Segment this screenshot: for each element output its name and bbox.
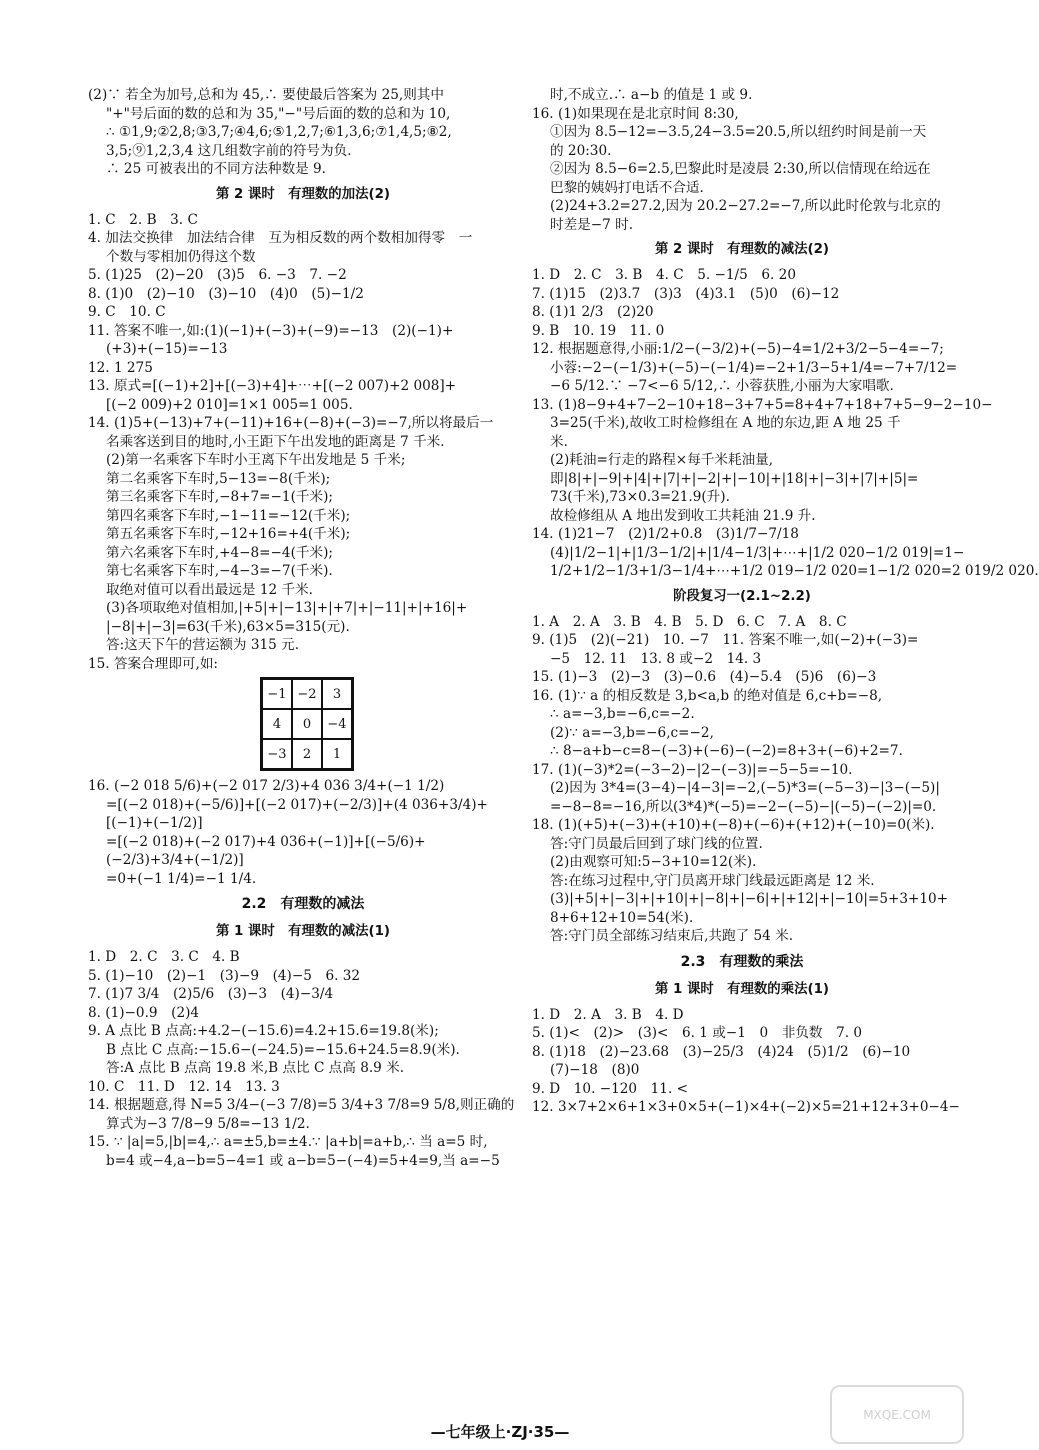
answer-line: (2)耗油=行走的路程×每千米耗油量, bbox=[550, 452, 774, 468]
answer-line: (−2/3)+3/4+(−1/2)] bbox=[106, 852, 244, 868]
answer-line: 答:在练习过程中,守门员离开球门线最远距离是 12 米. bbox=[550, 872, 875, 889]
answer-line: 9. A 点比 B 点高:+4.2−(−15.6)=4.2+15.6=19.8(米); bbox=[88, 1023, 439, 1039]
answer-line: (2)∵ a=−3,b=−6,c=−2, bbox=[550, 724, 714, 741]
answer-line: 第六名乘客下车时,+4−8=−4(千米); bbox=[106, 544, 333, 561]
answer-line: ∴ ①1,9;②2,8;③3,7;④4,6;⑤1,2,7;⑥1,3,6;⑦1,4,5;⑧2, bbox=[106, 124, 452, 140]
answer-line: 小蓉:−2−(−1/3)+(−5)−(−1/4)=−2+1/3−5+1/4=−7+7/12= bbox=[550, 359, 958, 376]
section-heading: 2.3 有理数的乘法 bbox=[680, 953, 804, 970]
answer-line: (+3)+(−15)=−13 bbox=[106, 341, 228, 357]
answer-line: |−8|+|−3|=63(千米),63×5=315(元). bbox=[106, 618, 350, 635]
answer-line: =[(−2 018)+(−5/6)]+[(−2 017)+(−2/3)]+(4 036+3/4)+ bbox=[106, 796, 488, 813]
answer-line: 答:A 点比 B 点高 19.8 米,B 点比 C 点高 8.9 米. bbox=[106, 1060, 405, 1076]
answer-line: 算式为−3 7/8−9 5/8=−13 1/2. bbox=[106, 1115, 310, 1132]
answer-line: 9. D 10. −120 11. < bbox=[532, 1080, 688, 1097]
answer-line: 9. B 10. 19 11. 0 bbox=[532, 322, 665, 339]
answer-line: (7)−18 (8)0 bbox=[550, 1062, 640, 1078]
answer-line: 1. C 2. B 3. C bbox=[88, 211, 198, 228]
answer-line: −6 5/12.∵ −7<−6 5/12,∴ 小蓉获胜,小丽为大家唱歌. bbox=[550, 378, 894, 394]
answer-line: 名乘客送到目的地时,小王距下午出发地的距离是 7 千米. bbox=[106, 433, 445, 450]
answer-line: 16. (1)如果现在是北京时间 8:30, bbox=[532, 105, 739, 122]
answer-line: 1. D 2. C 3. C 4. B bbox=[88, 949, 240, 965]
answer-line: 15. ∵ |a|=5,|b|=4,∴ a=±5,b=±4.∵ |a+b|=a+b,∴ 当 a=5 时, bbox=[88, 1134, 488, 1150]
section-heading: 2.2 有理数的减法 bbox=[241, 896, 365, 912]
answer-line: 第二名乘客下车时,5−13=−8(千米); bbox=[106, 470, 331, 487]
answer-line: =[(−2 018)+(−2 017)+4 036+(−1)]+[(−5/6)+ bbox=[106, 833, 426, 850]
grid-cell: 3 bbox=[322, 679, 352, 709]
answer-line: 11. 答案不唯一,如:(1)(−1)+(−3)+(−9)=−13 (2)(−1)+ bbox=[88, 322, 454, 339]
answer-line: 1. D 2. A 3. B 4. D bbox=[532, 1006, 684, 1023]
watermark-logo: MXQE.COM bbox=[830, 1385, 964, 1444]
answer-line: 14. 根据题意,得 N=5 3/4−(−3 7/8)=5 3/4+3 7/8=9 5/8,则正确的 bbox=[88, 1097, 515, 1113]
answer-line: 8. (1)18 (2)−23.68 (3)−25/3 (4)24 (5)1/2 (6)−10 bbox=[532, 1043, 911, 1060]
answer-line: 10. C 11. D 12. 14 13. 3 bbox=[88, 1078, 280, 1095]
answer-line: 即|8|+|−9|+|4|+|7|+|−2|+|−10|+|18|+|−3|+|7|+|5|= bbox=[550, 470, 919, 487]
answer-line: (2)因为 3*4=(3−4)−|4−3|=−2,(−5)*3=(−5−3)−|3−(−5)| bbox=[550, 780, 940, 796]
answer-line: 9. C 10. C bbox=[88, 304, 166, 320]
answer-line: ②因为 8.5−6=2.5,巴黎此时是凌晨 2:30,所以信情现在给远在 bbox=[550, 161, 931, 177]
answer-line: =−8−8=−16,所以(3*4)*(−5)=−2−(−5)−|(−5)−(−2)|=0. bbox=[550, 798, 937, 815]
answer-line: 个数与零相加仍得这个数 bbox=[106, 248, 256, 265]
answer-line: "+"号后面的数的总和为 35,"−"号后面的数的总和为 10, bbox=[106, 105, 451, 122]
answer-line: 答:守门员最后回到了球门线的位置. bbox=[550, 835, 763, 852]
section-heading: 第 1 课时 有理数的减法(1) bbox=[215, 924, 391, 939]
answer-line: 巴黎的姨妈打电话不合适. bbox=[550, 179, 704, 196]
answer-line: ∴ 25 可被表出的不同方法种数是 9. bbox=[106, 161, 326, 177]
magic-square-grid bbox=[260, 677, 354, 771]
answer-line: 12. 3×7+2×6+1×3+0×5+(−1)×4+(−2)×5=21+12+3+0−4− bbox=[532, 1099, 960, 1115]
answer-line: 的 20:30. bbox=[550, 142, 612, 159]
answer-line: (3)|+5|+|−3|+|+10|+|−8|+|−6|+|+12|+|−10|=5+3+10+ bbox=[550, 891, 949, 907]
answer-line: ∴ 8−a+b−c=8−(−3)+(−6)−(−2)=8+3+(−6)+2=7. bbox=[550, 743, 903, 759]
answer-line: 3=25(千米),故收工时检修组在 A 地的东边,距 A 地 25 千 bbox=[550, 415, 901, 431]
answer-line: 17. (1)(−3)*2=(−3−2)−|2−(−3)|=−5−5=−10. bbox=[532, 761, 853, 778]
answer-line: 12. 1 275 bbox=[88, 359, 153, 376]
answer-line: 8. (1)1 2/3 (2)20 bbox=[532, 304, 654, 320]
grid-cell: −1 bbox=[262, 679, 292, 709]
grid-cell: −4 bbox=[322, 709, 352, 739]
grid-cell: 0 bbox=[292, 709, 322, 739]
answer-line: ①因为 8.5−12=−3.5,24−3.5=20.5,所以纽约时间是前一天 bbox=[550, 124, 927, 140]
answer-line: ∴ a=−3,b=−6,c=−2. bbox=[550, 706, 695, 722]
answer-line: 5. (1)−10 (2)−1 (3)−9 (4)−5 6. 32 bbox=[88, 967, 361, 984]
answer-line: b=4 或−4,a−b=5−4=1 或 a−b=5−(−4)=5+4=9,当 a=−5 bbox=[106, 1152, 500, 1169]
answer-line: 73(千米),73×0.3=21.9(升). bbox=[550, 489, 730, 505]
answer-line: B 点比 C 点高:−15.6−(−24.5)=−15.6+24.5=8.9(米). bbox=[106, 1041, 460, 1058]
answer-line: 米. bbox=[550, 433, 568, 450]
grid-cell: −3 bbox=[262, 739, 292, 769]
answer-line: 4. 加法交换律 加法结合律 互为相反数的两个数相加得零 一 bbox=[88, 230, 473, 246]
answer-line: 1. A 2. A 3. B 4. B 5. D 6. C 7. A 8. C bbox=[532, 613, 847, 630]
answer-line: 第四名乘客下车时,−1−11=−12(千米); bbox=[106, 507, 351, 524]
answer-line: 第七名乘客下车时,−4−3=−7(千米). bbox=[106, 563, 333, 579]
answer-line: 8+6+12+10=54(米). bbox=[550, 909, 694, 926]
answer-line: 16. (1)∵ a 的相反数是 3,b<a,b 的绝对值是 6,c+b=−8, bbox=[532, 687, 883, 704]
section-heading: 第 2 课时 有理数的减法(2) bbox=[654, 242, 830, 257]
answer-line: 16. (−2 018 5/6)+(−2 017 2/3)+4 036 3/4+(−1 1/2) bbox=[88, 778, 445, 794]
right-answer-column bbox=[532, 86, 1039, 1117]
grid-cell: 1 bbox=[322, 739, 352, 769]
answer-line: [(−2 009)+2 010]=1×1 005=1 005. bbox=[106, 396, 353, 413]
section-heading: 第 2 课时 有理数的加法(2) bbox=[215, 186, 391, 202]
answer-line: 第三名乘客下车时,−8+7=−1(千米); bbox=[106, 489, 333, 505]
answer-line: 1. D 2. C 3. B 4. C 5. −1/5 6. 20 bbox=[532, 267, 796, 283]
answer-line: 时差是−7 时. bbox=[550, 216, 634, 233]
answer-line: 5. (1)25 (2)−20 (3)5 6. −3 7. −2 bbox=[88, 267, 347, 283]
answer-line: (2)第一名乘客下车时小王离下午出发地是 5 千米; bbox=[106, 452, 406, 468]
answer-line: −5 12. 11 13. 8 或−2 14. 3 bbox=[550, 650, 762, 667]
answer-line: 13. 原式=[(−1)+2]+[(−3)+4]+⋯+[(−2 007)+2 008]+ bbox=[88, 378, 457, 394]
answer-line: 9. (1)5 (2)(−21) 10. −7 11. 答案不唯一,如(−2)+(−3)= bbox=[532, 632, 919, 648]
grid-cell: 4 bbox=[262, 709, 292, 739]
answer-line: 15. 答案合理即可,如: bbox=[88, 655, 218, 672]
answer-line: 5. (1)< (2)> (3)< 6. 1 或−1 0 非负数 7. 0 bbox=[532, 1025, 863, 1041]
answer-line: 14. (1)5+(−13)+7+(−11)+16+(−8)+(−3)=−7,所以将最后一 bbox=[88, 415, 494, 431]
answer-line: 13. (1)8−9+4+7−2−10+18−3+7+5=8+4+7+18+7+5−9−2−10− bbox=[532, 396, 993, 413]
grid-cell: 2 bbox=[292, 739, 322, 769]
answer-line: 14. (1)21−7 (2)1/2+0.8 (3)1/7−7/18 bbox=[532, 526, 799, 542]
answer-line: 18. (1)(+5)+(−3)+(+10)+(−8)+(−6)+(+12)+(−10)=0(米). bbox=[532, 817, 935, 833]
answer-line: 8. (1)−0.9 (2)4 bbox=[88, 1004, 200, 1021]
answer-line: 取绝对值可以看出最远是 12 千米. bbox=[106, 581, 313, 598]
grid-cell: −2 bbox=[292, 679, 322, 709]
answer-line: (2)由观察可知:5−3+10=12(米). bbox=[550, 854, 757, 870]
answer-line: (4)|1/2−1|+|1/3−1/2|+|1/4−1/3|+⋯+|1/2 020−1/2 019|=1− bbox=[550, 544, 965, 561]
page-footer: —七年级上·ZJ·35— bbox=[430, 1423, 570, 1441]
answer-line: 答:这天下午的营运额为 315 元. bbox=[106, 637, 300, 653]
answer-line: 1/2+1/2−1/3+1/3−1/4+⋯+1/2 019−1/2 020=1−1/2 020=2 019/2 020. bbox=[550, 563, 1039, 579]
answer-line: =0+(−1 1/4)=−1 1/4. bbox=[106, 870, 257, 887]
answer-line: 第五名乘客下车时,−12+16=+4(千米); bbox=[106, 526, 351, 542]
answer-line: (2)∵ 若全为加号,总和为 45,∴ 要使最后答案为 25,则其中 bbox=[88, 87, 444, 103]
answer-line: (3)各项取绝对值相加,|+5|+|−13|+|+7|+|−11|+|+16|+ bbox=[106, 600, 468, 616]
answer-line: 8. (1)0 (2)−10 (3)−10 (4)0 (5)−1/2 bbox=[88, 285, 364, 302]
answer-line: 故检修组从 A 地出发到收工共耗油 21.9 升. bbox=[550, 507, 816, 524]
answer-line: 3,5;⑨1,2,3,4 这几组数字前的符号为负. bbox=[106, 142, 352, 159]
answer-line: 7. (1)7 3/4 (2)5/6 (3)−3 (4)−3/4 bbox=[88, 986, 334, 1002]
left-answer-column bbox=[88, 86, 518, 1170]
section-heading: 第 1 课时 有理数的乘法(1) bbox=[654, 981, 830, 997]
section-heading: 阶段复习一(2.1~2.2) bbox=[673, 588, 811, 604]
answer-line: (2)24+3.2=27.2,因为 20.2−27.2=−7,所以此时伦敦与北京的 bbox=[550, 198, 941, 214]
answer-line: 15. (1)−3 (2)−3 (3)−0.6 (4)−5.4 (5)6 (6)−3 bbox=[532, 669, 877, 685]
answer-line: 答:守门员全部练习结束后,共跑了 54 米. bbox=[550, 928, 794, 944]
answer-line: 7. (1)15 (2)3.7 (3)3 (4)3.1 (5)0 (6)−12 bbox=[532, 285, 840, 302]
answer-line: [(−1)+(−1/2)] bbox=[106, 815, 203, 831]
answer-line: 12. 根据题意得,小丽:1/2−(−3/2)+(−5)−4=1/2+3/2−5−4=−7; bbox=[532, 341, 944, 357]
answer-line: 时,不成立.∴ a−b 的值是 1 或 9. bbox=[550, 87, 753, 103]
